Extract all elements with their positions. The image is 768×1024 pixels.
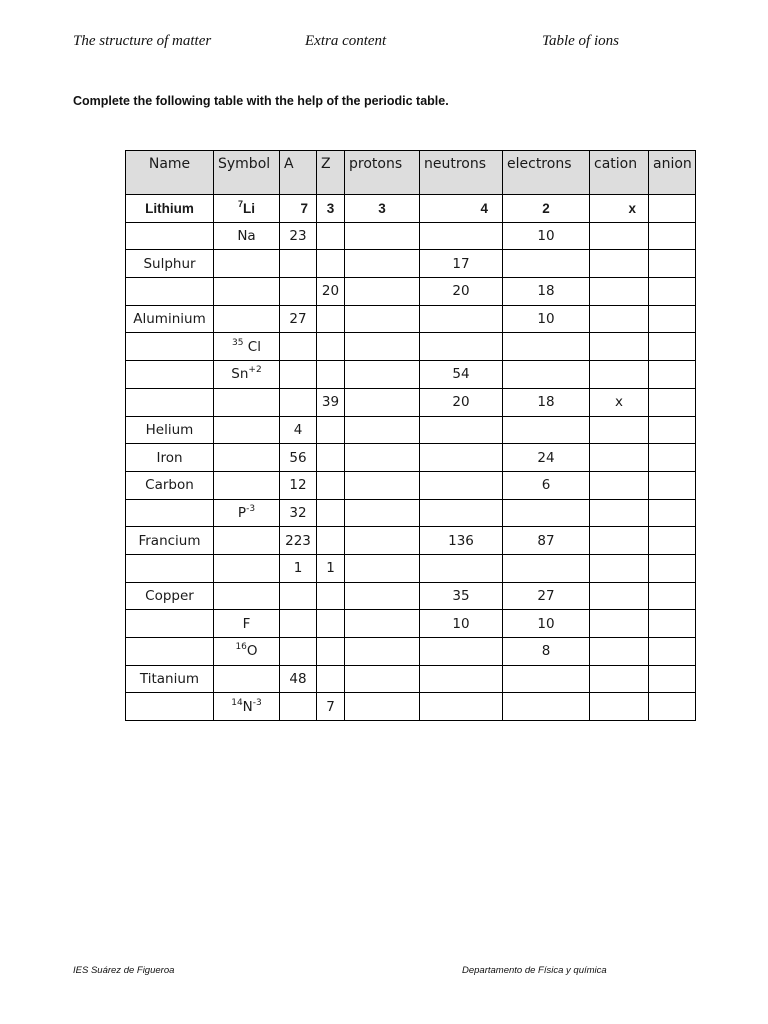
table-row (126, 388, 696, 416)
symbol-text: Na (237, 228, 256, 245)
cell-neutrons (420, 554, 503, 582)
cell-a (280, 638, 317, 666)
cell-anion (649, 665, 696, 693)
cell-name (126, 499, 214, 527)
cell-protons (345, 638, 420, 666)
cell-symbol (214, 610, 280, 638)
column-header-name: Name (126, 151, 214, 195)
cell-electrons (503, 333, 590, 361)
cell-cation (590, 554, 649, 582)
cell-name (126, 610, 214, 638)
cell-protons (345, 693, 420, 721)
cell-anion (649, 333, 696, 361)
cell-a (280, 250, 317, 278)
cell-electrons: 18 (503, 278, 590, 306)
cell-neutrons (420, 499, 503, 527)
cell-neutrons (420, 416, 503, 444)
cell-symbol (214, 527, 280, 555)
cell-cation (590, 610, 649, 638)
cell-neutrons (420, 222, 503, 250)
cell-electrons: 6 (503, 471, 590, 499)
column-header-protons: protons (345, 151, 420, 195)
cell-electrons: 27 (503, 582, 590, 610)
cell-name (126, 693, 214, 721)
mass-number-sup: 7 (237, 198, 243, 209)
column-header-a: A (280, 151, 317, 195)
header-section: Extra content (305, 33, 387, 49)
cell-electrons: 10 (503, 222, 590, 250)
cell-z (317, 582, 345, 610)
cell-cation (590, 665, 649, 693)
cell-z (317, 361, 345, 389)
cell-protons (345, 444, 420, 472)
table-row (126, 278, 696, 306)
table-row (126, 638, 696, 666)
cell-anion (649, 444, 696, 472)
column-header-symbol: Symbol (214, 151, 280, 195)
cell-protons (345, 250, 420, 278)
cell-name: Copper (126, 582, 214, 610)
charge-sup: -3 (246, 503, 256, 514)
cell-name (126, 361, 214, 389)
footer-department: Departamento de Física y química (462, 965, 607, 976)
cell-anion (649, 361, 696, 389)
cell-cation (590, 527, 649, 555)
cell-cation (590, 499, 649, 527)
cell-symbol (214, 665, 280, 693)
cell-symbol (214, 444, 280, 472)
symbol-text: Sn (231, 366, 249, 383)
cell-protons (345, 610, 420, 638)
table-row (126, 693, 696, 721)
cell-neutrons (420, 333, 503, 361)
cell-anion (649, 499, 696, 527)
cell-name: Carbon (126, 471, 214, 499)
cell-electrons (503, 361, 590, 389)
cell-electrons: 2 (503, 195, 590, 223)
cell-cation (590, 444, 649, 472)
cell-a (280, 582, 317, 610)
table-row (126, 554, 696, 582)
table-row (126, 499, 696, 527)
cell-symbol (214, 638, 280, 666)
cell-a: 12 (280, 471, 317, 499)
cell-symbol (214, 554, 280, 582)
cell-z: 7 (317, 693, 345, 721)
cell-neutrons: 35 (420, 582, 503, 610)
cell-cation (590, 250, 649, 278)
cell-a (280, 610, 317, 638)
cell-a: 1 (280, 554, 317, 582)
cell-cation (590, 416, 649, 444)
cell-symbol (214, 305, 280, 333)
cell-cation: x (590, 388, 649, 416)
column-header-z: Z (317, 151, 345, 195)
cell-name (126, 333, 214, 361)
header-subject: The structure of matter (73, 33, 212, 49)
cell-anion (649, 693, 696, 721)
cell-z: 1 (317, 554, 345, 582)
footer-school: IES Suárez de Figueroa (73, 965, 175, 976)
cell-neutrons: 54 (420, 361, 503, 389)
cell-electrons (503, 665, 590, 693)
cell-protons (345, 388, 420, 416)
cell-z (317, 610, 345, 638)
table-row (126, 305, 696, 333)
cell-name: Lithium (126, 195, 214, 223)
cell-anion (649, 195, 696, 223)
table-row (126, 250, 696, 278)
cell-anion (649, 527, 696, 555)
cell-z (317, 250, 345, 278)
cell-z (317, 222, 345, 250)
header-topic: Table of ions (542, 33, 619, 49)
cell-anion (649, 278, 696, 306)
cell-name (126, 222, 214, 250)
cell-symbol (214, 195, 280, 223)
cell-electrons: 10 (503, 305, 590, 333)
cell-symbol (214, 333, 280, 361)
cell-electrons (503, 693, 590, 721)
charge-sup: +2 (248, 365, 262, 376)
cell-electrons: 24 (503, 444, 590, 472)
table-row (126, 444, 696, 472)
cell-z (317, 499, 345, 527)
cell-a: 48 (280, 665, 317, 693)
cell-neutrons (420, 305, 503, 333)
cell-name: Francium (126, 527, 214, 555)
cell-symbol (214, 693, 280, 721)
cell-neutrons (420, 693, 503, 721)
cell-cation (590, 361, 649, 389)
cell-anion (649, 638, 696, 666)
cell-anion (649, 305, 696, 333)
cell-protons (345, 305, 420, 333)
cell-a: 223 (280, 527, 317, 555)
cell-protons (345, 554, 420, 582)
cell-symbol (214, 250, 280, 278)
cell-z (317, 305, 345, 333)
cell-z: 20 (317, 278, 345, 306)
symbol-text: P (237, 504, 247, 521)
symbol-text: F (242, 615, 251, 632)
cell-cation (590, 638, 649, 666)
column-header-cation: cation (590, 151, 649, 195)
cell-protons (345, 278, 420, 306)
cell-cation: x (590, 195, 649, 223)
table-row (126, 610, 696, 638)
cell-z (317, 527, 345, 555)
cell-z: 39 (317, 388, 345, 416)
cell-anion (649, 554, 696, 582)
cell-z (317, 333, 345, 361)
cell-symbol (214, 582, 280, 610)
cell-a: 27 (280, 305, 317, 333)
cell-a (280, 388, 317, 416)
cell-cation (590, 471, 649, 499)
cell-protons (345, 665, 420, 693)
cell-cation (590, 278, 649, 306)
cell-anion (649, 471, 696, 499)
cell-symbol (214, 471, 280, 499)
cell-cation (590, 333, 649, 361)
cell-name: Helium (126, 416, 214, 444)
cell-anion (649, 388, 696, 416)
cell-a: 7 (280, 195, 317, 223)
cell-protons (345, 416, 420, 444)
table-row (126, 416, 696, 444)
cell-neutrons (420, 665, 503, 693)
cell-a: 56 (280, 444, 317, 472)
cell-z: 3 (317, 195, 345, 223)
column-header-anion: anion (649, 151, 696, 195)
instruction-text: Complete the following table with the help of the periodic table. (73, 94, 449, 108)
cell-neutrons (420, 444, 503, 472)
cell-electrons: 10 (503, 610, 590, 638)
cell-neutrons (420, 638, 503, 666)
cell-symbol (214, 388, 280, 416)
cell-electrons (503, 416, 590, 444)
cell-a (280, 333, 317, 361)
cell-anion (649, 416, 696, 444)
table-header-row (126, 151, 696, 195)
cell-neutrons: 4 (420, 195, 503, 223)
cell-z (317, 444, 345, 472)
cell-a: 32 (280, 499, 317, 527)
ions-table (125, 150, 696, 721)
symbol-text: Li (243, 200, 255, 216)
cell-symbol (214, 361, 280, 389)
cell-name: Titanium (126, 665, 214, 693)
cell-electrons: 87 (503, 527, 590, 555)
table-row (126, 361, 696, 389)
column-header-neutrons: neutrons (420, 151, 503, 195)
cell-z (317, 416, 345, 444)
cell-anion (649, 610, 696, 638)
cell-electrons: 18 (503, 388, 590, 416)
cell-name: Sulphur (126, 250, 214, 278)
table-row (126, 471, 696, 499)
mass-number-sup: 16 (235, 642, 247, 653)
cell-symbol (214, 222, 280, 250)
cell-z (317, 638, 345, 666)
example-row (126, 195, 696, 223)
cell-name (126, 554, 214, 582)
cell-name (126, 388, 214, 416)
cell-electrons (503, 554, 590, 582)
table-row (126, 333, 696, 361)
cell-a: 4 (280, 416, 317, 444)
cell-neutrons: 17 (420, 250, 503, 278)
cell-a (280, 361, 317, 389)
cell-a: 23 (280, 222, 317, 250)
cell-protons (345, 582, 420, 610)
cell-cation (590, 305, 649, 333)
cell-anion (649, 250, 696, 278)
cell-protons (345, 499, 420, 527)
cell-protons (345, 527, 420, 555)
mass-number-sup: 35 (232, 337, 244, 348)
cell-anion (649, 222, 696, 250)
table-row (126, 665, 696, 693)
table-row (126, 527, 696, 555)
cell-electrons (503, 499, 590, 527)
cell-a (280, 693, 317, 721)
cell-protons (345, 361, 420, 389)
symbol-text: O (246, 643, 258, 660)
cell-cation (590, 222, 649, 250)
cell-neutrons: 20 (420, 278, 503, 306)
cell-name (126, 278, 214, 306)
cell-anion (649, 582, 696, 610)
cell-electrons: 8 (503, 638, 590, 666)
cell-z (317, 471, 345, 499)
cell-protons: 3 (345, 195, 420, 223)
cell-protons (345, 471, 420, 499)
cell-z (317, 665, 345, 693)
cell-neutrons: 10 (420, 610, 503, 638)
cell-cation (590, 582, 649, 610)
cell-cation (590, 693, 649, 721)
cell-name (126, 638, 214, 666)
cell-symbol (214, 416, 280, 444)
cell-name: Iron (126, 444, 214, 472)
cell-symbol (214, 499, 280, 527)
symbol-text: N (242, 698, 253, 715)
column-header-electrons: electrons (503, 151, 590, 195)
cell-protons (345, 222, 420, 250)
cell-name: Aluminium (126, 305, 214, 333)
cell-neutrons: 20 (420, 388, 503, 416)
symbol-text: Cl (243, 338, 261, 355)
cell-neutrons (420, 471, 503, 499)
cell-protons (345, 333, 420, 361)
cell-a (280, 278, 317, 306)
cell-symbol (214, 278, 280, 306)
mass-number-sup: 14 (231, 697, 243, 708)
cell-electrons (503, 250, 590, 278)
charge-sup: -3 (252, 697, 262, 708)
cell-neutrons: 136 (420, 527, 503, 555)
table-row (126, 582, 696, 610)
table-row (126, 222, 696, 250)
